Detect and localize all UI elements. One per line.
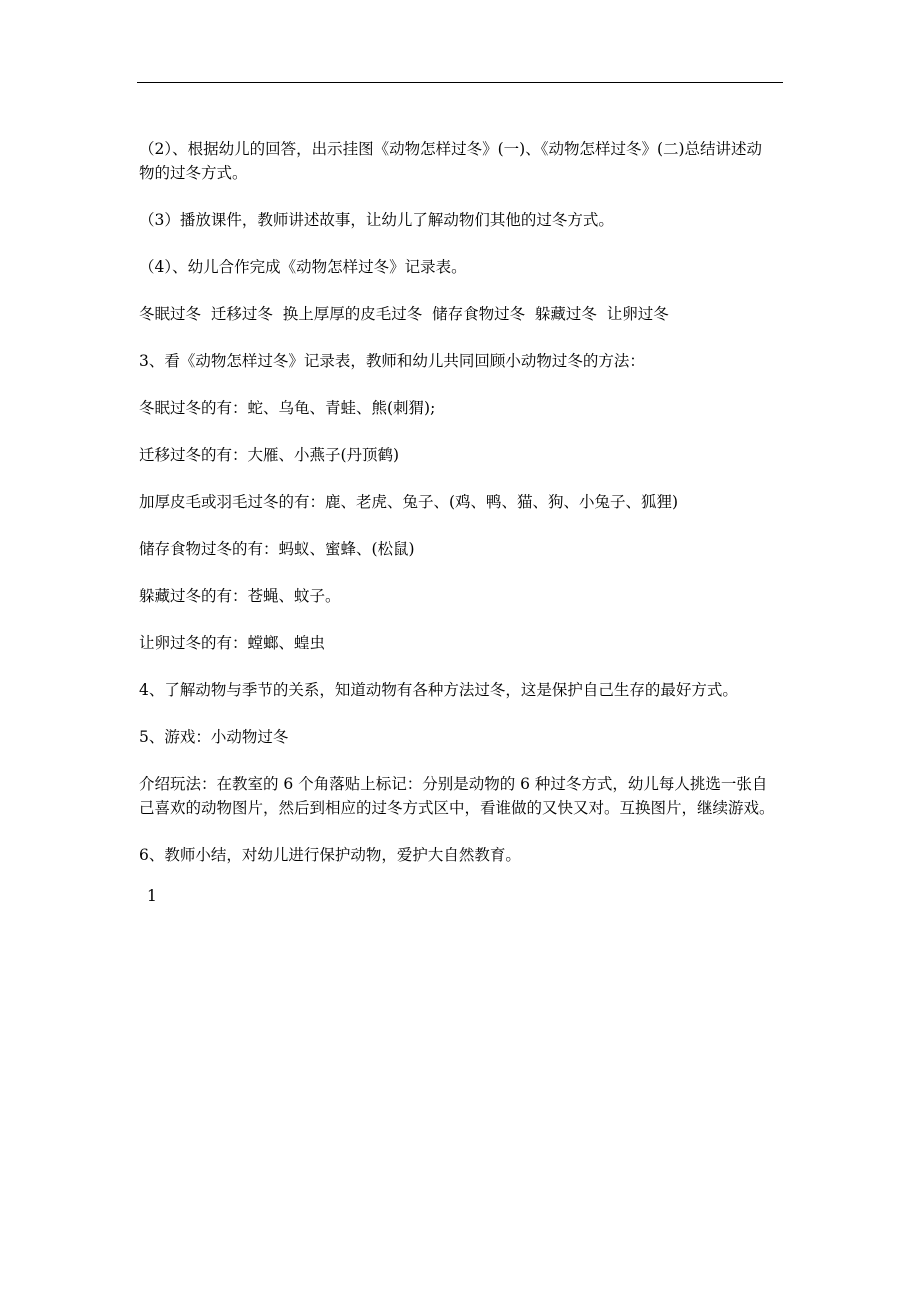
text-line: 让卵过冬的有：螳螂、蝗虫 — [139, 634, 326, 652]
paragraph-store-food — [139, 537, 789, 561]
text-line: 3、看《动物怎样过冬》记录表，教师和幼儿共同回顾小动物过冬的方法： — [139, 352, 645, 370]
paragraph-step-5-game — [139, 725, 789, 749]
paragraph-thicker-fur — [139, 490, 789, 514]
text-line: 冬眠过冬 迁移过冬 换上厚厚的皮毛过冬 储存食物过冬 躲藏过冬 让卵过冬 — [139, 305, 669, 323]
paragraph-step-4 — [139, 255, 789, 279]
paragraph-step-3 — [139, 208, 789, 232]
page-number: 1 — [147, 887, 157, 905]
paragraph-eggs — [139, 631, 789, 655]
text-line: 介绍玩法：在教室的 6 个角落贴上标记：分别是动物的 6 种过冬方式，幼儿每人挑选一张自 — [139, 775, 768, 793]
text-line: 冬眠过冬的有：蛇、乌龟、青蛙、熊(刺猬); — [139, 399, 436, 417]
paragraph-review — [139, 349, 789, 373]
text-line: 物的过冬方式。 — [139, 164, 248, 182]
paragraph-step-2 — [139, 137, 789, 185]
text-line: 迁移过冬的有：大雁、小燕子(丹顶鹤) — [139, 446, 400, 464]
paragraph-step-6-summary — [139, 843, 789, 867]
paragraph-step-4-relation — [139, 678, 789, 702]
header-rule — [137, 82, 783, 83]
document-body — [139, 137, 789, 867]
text-line: 5、游戏：小动物过冬 — [139, 728, 289, 746]
paragraph-game-rules — [139, 772, 789, 820]
text-line: （3）播放课件，教师讲述故事，让幼儿了解动物们其他的过冬方式。 — [139, 211, 614, 229]
text-line: 6、教师小结，对幼儿进行保护动物，爱护大自然教育。 — [139, 846, 521, 864]
text-line: 加厚皮毛或羽毛过冬的有：鹿、老虎、兔子、(鸡、鸭、猫、狗、小兔子、狐狸) — [139, 493, 679, 511]
text-line: 4、了解动物与季节的关系，知道动物有各种方法过冬，这是保护自己生存的最好方式。 — [139, 681, 738, 699]
paragraph-hibernate — [139, 396, 789, 420]
paragraph-hide — [139, 584, 789, 608]
text-line: （2）、根据幼儿的回答，出示挂图《动物怎样过冬》(一)、《动物怎样过冬》(二)总结讲述动 — [139, 140, 763, 158]
paragraph-overwinter-methods — [139, 302, 789, 326]
text-line: （4）、幼儿合作完成《动物怎样过冬》记录表。 — [139, 258, 467, 276]
paragraph-migrate — [139, 443, 789, 467]
text-line: 己喜欢的动物图片，然后到相应的过冬方式区中，看谁做的又快又对。互换图片，继续游戏。 — [139, 799, 775, 817]
text-line: 躲藏过冬的有：苍蝇、蚊子。 — [139, 587, 341, 605]
text-line: 储存食物过冬的有：蚂蚁、蜜蜂、(松鼠) — [139, 540, 415, 558]
